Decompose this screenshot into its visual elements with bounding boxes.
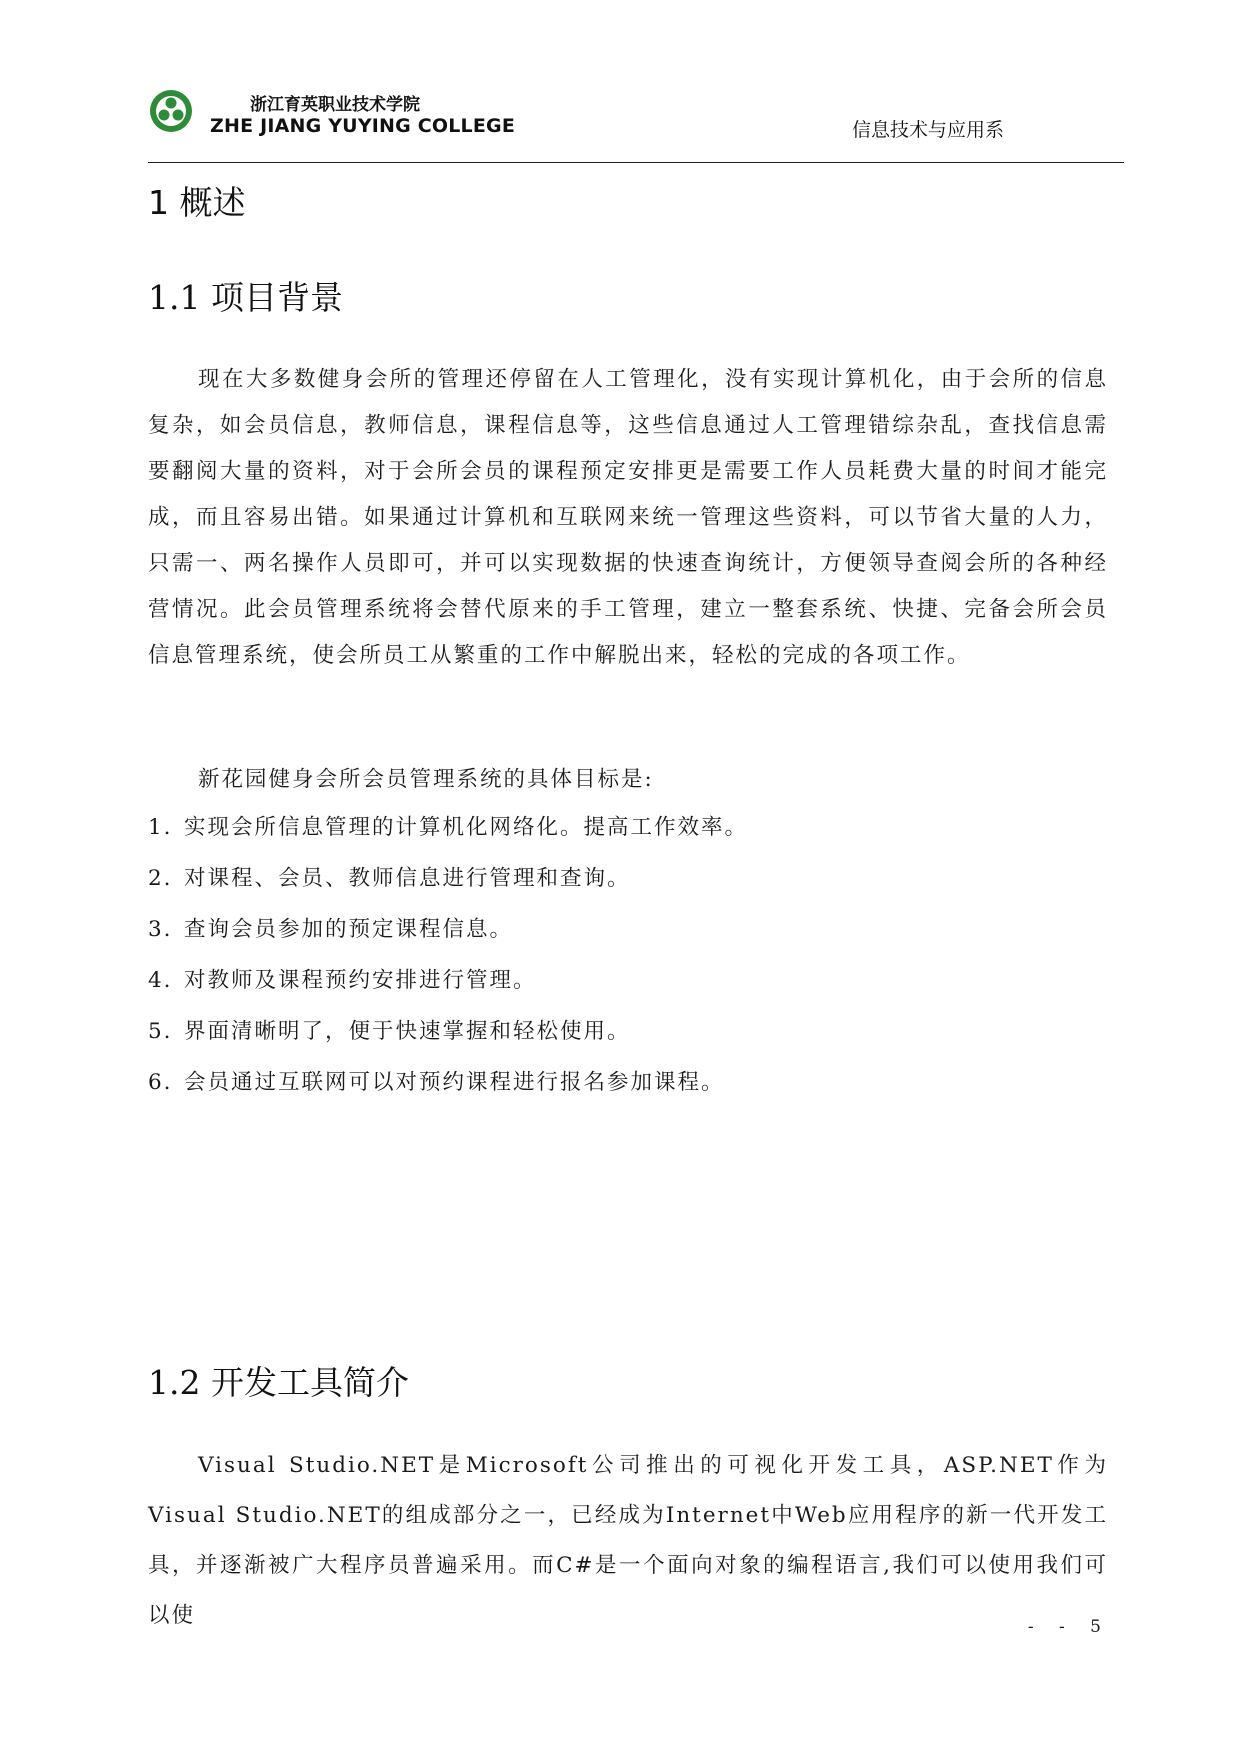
school-name-cn: 浙江育英职业技术学院 <box>250 95 420 115</box>
list-item-text: 实现会所信息管理的计算机化网络化。提高工作效率。 <box>184 815 749 840</box>
list-item-text: 会员通过互联网可以对预约课程进行报名参加课程。 <box>184 1070 725 1095</box>
school-name-en: ZHE JIANG YUYING COLLEGE <box>210 115 516 137</box>
list-item <box>148 966 748 1017</box>
list-item-number: 4. <box>148 968 173 993</box>
list-item-text: 对课程、会员、教师信息进行管理和查询。 <box>184 866 631 891</box>
page-header <box>148 84 1124 164</box>
list-item-number: 5. <box>148 1019 173 1044</box>
list-item-number: 3. <box>148 917 173 942</box>
list-item-text: 界面清晰明了，便于快速掌握和轻松使用。 <box>184 1019 631 1044</box>
background-section <box>148 357 1108 679</box>
header-divider <box>148 162 1124 163</box>
list-item-number: 6. <box>148 1070 173 1095</box>
list-item <box>148 1017 748 1068</box>
list-item <box>148 915 748 966</box>
section-title-tools: 1.2 开发工具简介 <box>148 1363 409 1402</box>
list-item-number: 1. <box>148 815 173 840</box>
section-title-background: 1.1 项目背景 <box>148 278 343 317</box>
tools-paragraph: Visual Studio.NET是Microsoft公司推出的可视化开发工具，ASP.NET作为Visual Studio.NET的组成部分之一，已经成为Internet中Web应用程序的新一代开发工具，并逐渐被广大程序员普遍采用。而C#是一个面向对象的编程语言,我们可以使用我们可以使 <box>148 1453 1108 1628</box>
goals-list <box>148 813 748 1119</box>
background-paragraph: 现在大多数健身会所的管理还停留在人工管理化，没有实现计算机化，由于会所的信息复杂，如会员信息，教师信息，课程信息等，这些信息通过人工管理错综杂乱，查找信息需要翻阅大量的资料，对于会所会员的课程预定安排更是需要工作人员耗费大量的时间才能完成，而且容易出错。如果通过计算机和互联网来统一管理这些资料，可以节省大量的人力，只需一、两名操作人员即可，并可以实现数据的快速查询统计，方便领导查阅会所的各种经营情况。此会员管理系统将会替代原来的手工管理，建立一整套系统、快捷、完备会所会员信息管理系统，使会所员工从繁重的工作中解脱出来，轻松的完成的各项工作。 <box>148 367 1108 668</box>
college-logo-icon <box>148 88 194 134</box>
list-item <box>148 1068 748 1119</box>
department-name: 信息技术与应用系 <box>851 119 1004 141</box>
page-number: - - 5 <box>1027 1617 1111 1637</box>
list-item-text: 查询会员参加的预定课程信息。 <box>184 917 514 942</box>
list-item <box>148 864 748 915</box>
list-item-number: 2. <box>148 866 173 891</box>
goals-intro: 新花园健身会所会员管理系统的具体目标是: <box>198 767 654 792</box>
chapter-title: 1 概述 <box>148 183 246 222</box>
list-item <box>148 813 748 864</box>
tools-section <box>148 1441 1108 1641</box>
list-item-text: 对教师及课程预约安排进行管理。 <box>184 968 537 993</box>
